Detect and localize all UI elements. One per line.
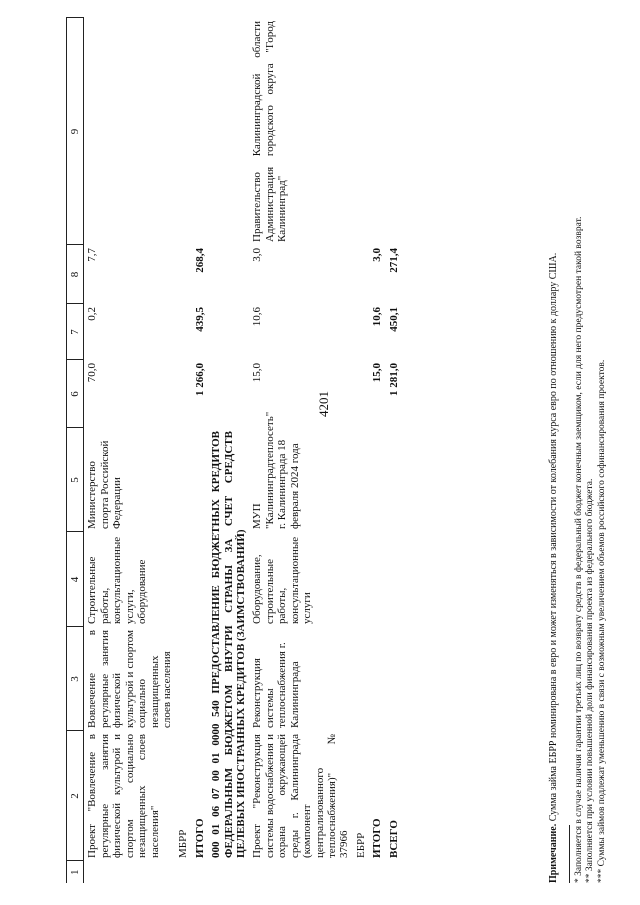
section-heading: 000 01 06 07 00 01 0000 540 ПРЕДОСТАВЛЕНИЕ БЮДЖЕТНЫХ КРЕДИТОВ ФЕДЕРАЛЬНЫМ БЮДЖЕТОМ ВНУТРИ СТРАНЫ ЗА СЧЕТ СРЕДСТВ ЦЕЛЕВЫХ ИНОСТРАННЫХ КРЕДИТОВ (ЗАИМСТВОВАНИЙ)	[210, 431, 248, 858]
table-row-total	[369, 18, 385, 883]
notes-block	[548, 18, 609, 883]
total-amount: 268,4	[193, 248, 206, 273]
project-name-cell: Проект "Реконструкция системы водоснабжения и охрана окружающей среды г. Калининграда (компонент централизованного теплоснабжения)" № 37966	[251, 734, 351, 858]
table-cell	[192, 18, 208, 245]
amount-cell: 70,0	[86, 363, 99, 383]
table-row	[249, 18, 352, 883]
column-header: 7	[67, 304, 84, 360]
guarantor-cell: Правительство Калининградской области Администрация городского округа "Город Калининград"	[251, 21, 289, 242]
total-amount: 439,5	[193, 307, 206, 332]
procurement-cell: Строительные работы, консультационные услуги, оборудование	[86, 536, 149, 624]
table-cell	[386, 18, 402, 245]
table-row-total	[192, 18, 208, 883]
total-amount: 1 266,0	[193, 363, 206, 396]
project-name-cell: Проект "Вовлечение в регулярные занятия физической культурой и спортом социально незащищенных слоев населения"	[86, 734, 161, 858]
table-cell	[353, 18, 369, 731]
procurement-cell: Оборудование, строительные работы, консультационные услуги	[251, 536, 314, 624]
note-label: Примечание.	[548, 823, 559, 883]
table-cell	[369, 861, 385, 883]
lender-label: МБРР	[177, 829, 190, 858]
table-cell	[386, 861, 402, 883]
table-cell	[386, 428, 402, 731]
grand-total-amount: 450,1	[387, 307, 400, 332]
column-header: 4	[67, 532, 84, 627]
borrower-cell: МУП "Калининградтеплосеть" г. Калининграда 18 февраля 2024 года	[251, 411, 301, 529]
amount-cell: 15,0	[251, 363, 264, 383]
grand-total-amount: 271,4	[387, 248, 400, 273]
total-amount: 3,0	[371, 248, 384, 262]
column-header: 1	[67, 861, 84, 883]
footnote: * Заполняется в случае наличия гарантии третьих лиц по возврату средств в федеральный бюджет конечным заемщиком, если для него предусмотрен такой возврат.	[573, 216, 584, 883]
total-label: ИТОГО	[371, 818, 384, 858]
total-amount: 10,6	[371, 307, 384, 327]
amount-cell: 10,6	[251, 307, 264, 327]
column-header: 3	[67, 627, 84, 731]
table-row	[84, 18, 175, 883]
table-cell	[369, 428, 385, 731]
borrower-cell: Министерство спорта Российской Федерации	[86, 440, 124, 529]
table-cell	[175, 861, 191, 883]
footnote: ** Заполняется при условии повышенной доли финансирования проекта из федерального бюджета.	[585, 478, 596, 883]
table-cell	[208, 861, 249, 883]
lender-label: ЕБРР	[354, 832, 367, 858]
column-header: 5	[67, 428, 84, 532]
amount-cell: 7,7	[86, 248, 99, 262]
table-row	[353, 18, 369, 883]
table-cell	[249, 861, 352, 883]
table-row-grand-total	[386, 18, 402, 883]
column-header: 8	[67, 245, 84, 304]
table-row	[175, 18, 191, 883]
table-cell	[192, 428, 208, 731]
project-purpose-cell: Вовлечение в регулярные занятия физической культурой и спортом социально незащищенных слоев населения	[86, 630, 173, 728]
footnote: *** Суммы займов подлежат уменьшению в связи с возможным увеличением объемов российского софинансирования проектов.	[597, 359, 608, 883]
table-cell	[369, 18, 385, 245]
table-cell	[84, 18, 175, 245]
grand-total-label: ВСЕГО	[387, 820, 400, 858]
footnote-rule	[569, 825, 570, 883]
grand-total-amount: 1 281,0	[387, 363, 400, 396]
amount-cell: 0,2	[86, 307, 99, 321]
table-cell	[175, 18, 191, 731]
table-header	[67, 18, 84, 883]
note-text: Сумма займа ЕБРР номинирована в евро и может изменяться в зависимости от колебания курса евро по отношению к доллару США.	[548, 252, 559, 822]
table-cell	[353, 861, 369, 883]
credit-table	[66, 18, 402, 884]
column-header: 9	[67, 18, 84, 245]
table-cell	[208, 18, 249, 428]
column-header: 6	[67, 360, 84, 428]
project-purpose-cell: Реконструкция системы теплоснабжения г. Калининграда	[251, 642, 301, 728]
total-amount: 15,0	[371, 363, 384, 383]
column-header: 2	[67, 731, 84, 861]
amount-cell: 3,0	[251, 248, 264, 262]
primary-note	[548, 18, 561, 883]
total-label: ИТОГО	[193, 818, 206, 858]
table-cell	[192, 861, 208, 883]
section-heading-row	[208, 18, 249, 883]
table-cell	[84, 861, 175, 883]
page-number: 4201	[316, 391, 331, 417]
